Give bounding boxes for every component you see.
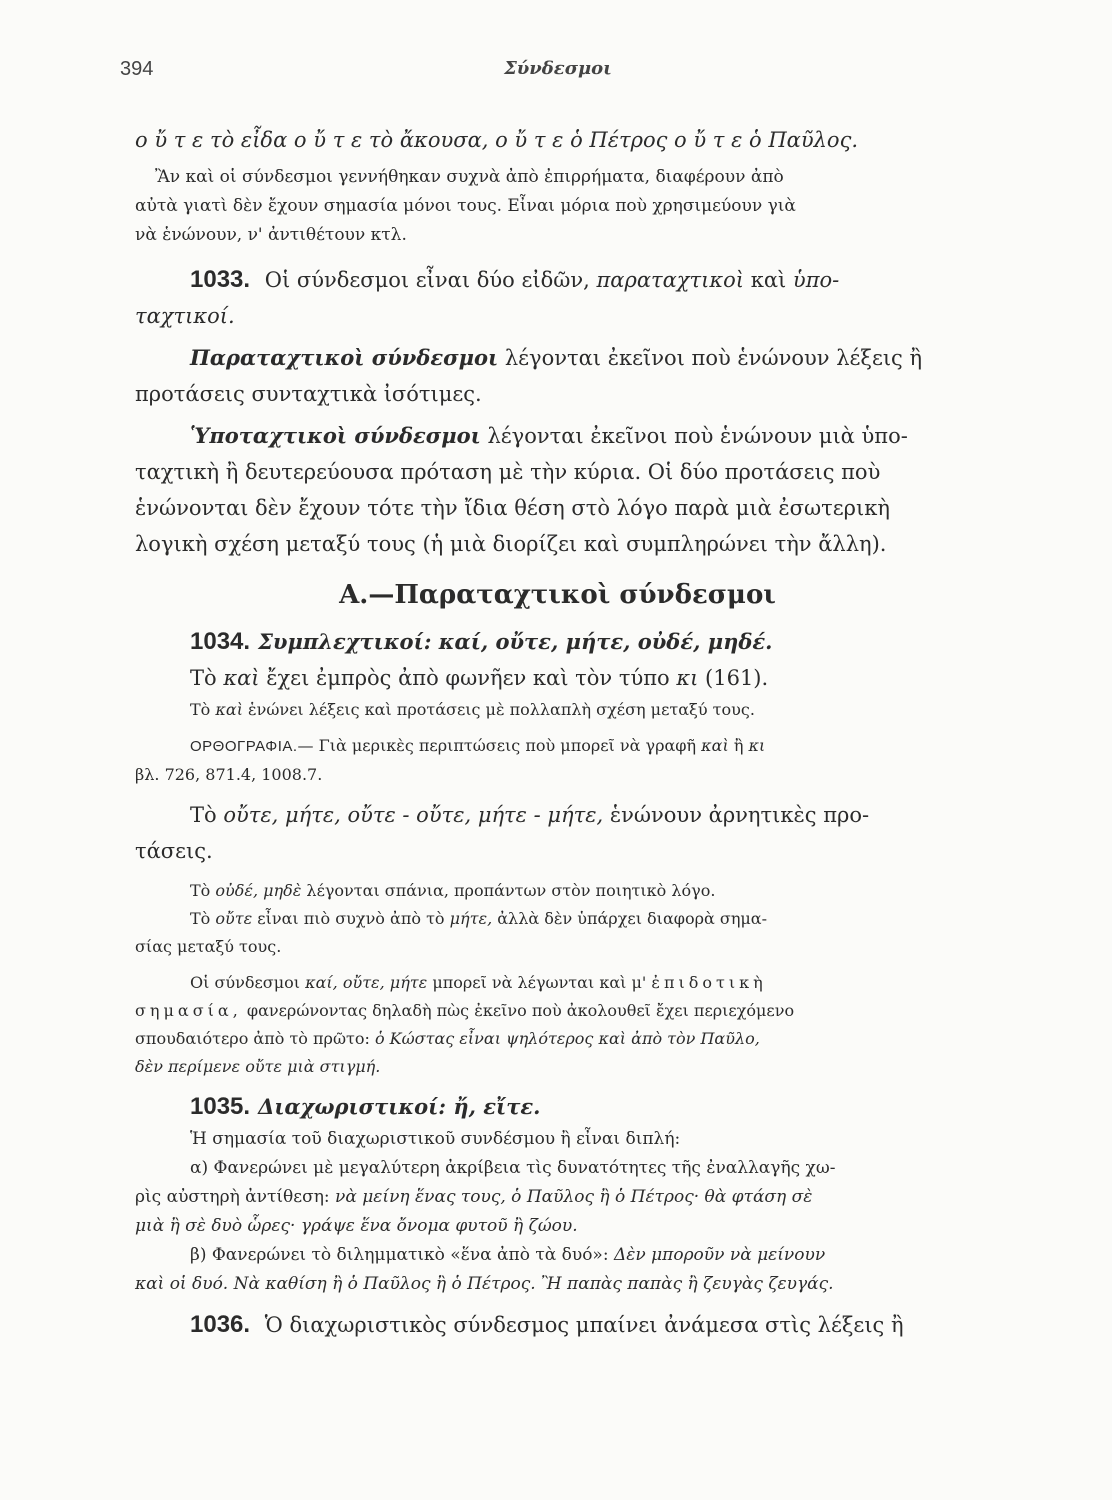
- paragraph-1033: [135, 262, 980, 334]
- p1033-term-2: ὑπο-: [792, 268, 840, 292]
- p1035-meaning: Ἡ σημασία τοῦ διαχωριστικοῦ συνδέσμου ἢ εἶναι διπλή:: [190, 1129, 681, 1149]
- oute-paragraph: [135, 797, 980, 869]
- oude-note-a: Τὸ: [190, 881, 216, 900]
- p1034-line1-a: Τὸ: [190, 666, 224, 690]
- emphatic-b: καί, οὔτε, μήτε: [305, 973, 428, 992]
- p1034-line2-b: καὶ: [215, 700, 243, 719]
- emphatic-f: φανερώνοντας δηλαδὴ πὼς ἐκεῖνο ποὺ ἀκολουθεῖ ἔχει περιεχόμενο: [241, 1001, 795, 1020]
- p1033-text-2: καὶ: [744, 268, 793, 292]
- orthography-text-2: ἢ: [728, 736, 749, 755]
- orthography-label: ΟΡΘΟΓΡΑΦΙΑ.: [190, 738, 298, 755]
- p1034-line1-d: κι: [676, 666, 699, 690]
- oude-note: [135, 877, 980, 961]
- page-body: [135, 124, 980, 1343]
- oude-note-b: οὐδέ, μηδὲ: [215, 881, 302, 900]
- oute-note-c: εἶναι πιὸ συχνὸ ἀπὸ τὸ: [252, 909, 450, 928]
- orthography-note: [135, 732, 980, 789]
- emphatic-e: σημασία,: [135, 1001, 242, 1020]
- emphatic-h: ὁ Κώστας εἶναι ψηλότερος καὶ ἀπὸ τὸν Παῦλο,: [374, 1029, 760, 1048]
- p1035-title: Διαχωριστικοί:: [258, 1094, 447, 1119]
- p1034-line2-c: ἑνώνει λέξεις καὶ προτάσεις μὲ πολλαπλὴ σχέση μεταξύ τους.: [242, 700, 755, 719]
- intro-line-1: Ἂν καὶ οἱ σύνδεσμοι γεννήθηκαν συχνὰ ἀπὸ ἐπιρρήματα, διαφέρουν ἀπὸ: [155, 167, 784, 187]
- oute-note-d: μήτε,: [449, 909, 493, 928]
- p1035-b1: β) Φανερώνει τὸ διλημματικὸ «ἕνα ἀπὸ τὰ δυό»:: [190, 1245, 614, 1265]
- p1034-line1-c: ἔχει ἐμπρὸς ἀπὸ φωνῆεν καὶ τὸν τύπο: [259, 666, 677, 690]
- p1034-line2-a: Τὸ: [190, 700, 216, 719]
- oute-para-line-2: τάσεις.: [135, 839, 213, 863]
- intro-line-3: νὰ ἑνώνουν, ν' ἀντιθέτουν κτλ.: [135, 225, 407, 245]
- oute-para-c: ἑνώνουν ἀρνητικὲς προ-: [603, 803, 870, 827]
- ypotaktikoi-definition: [135, 418, 980, 562]
- emphatic-note: [135, 969, 980, 1081]
- section-number-1035: 1035.: [190, 1093, 251, 1120]
- emphatic-c: μπορεῖ νὰ λέγωνται καὶ μ': [427, 973, 652, 992]
- emphatic-g: σπουδαιότερο ἀπὸ τὸ πρῶτο:: [135, 1029, 375, 1048]
- p1035-a2: ρὶς αὐστηρὴ ἀντίθεση:: [135, 1187, 336, 1207]
- p1034-words: καί, οὔτε, μήτε, οὐδέ, μηδέ.: [431, 629, 773, 654]
- p1035-b1-italic: Δὲν μποροῦν νὰ μείνουν: [613, 1245, 826, 1265]
- ypotaktikoi-line-3: ἑνώνονται δὲν ἔχουν τότε τὴν ἴδια θέση στὸ λόγο παρὰ μιὰ ἐσωτερικὴ: [135, 496, 890, 520]
- section-number-1034: 1034.: [190, 628, 251, 655]
- ypotaktikoi-line-2: ταχτικὴ ἢ δευτερεύουσα πρόταση μὲ τὴν κύρια. Οἱ δύο προτάσεις ποὺ: [135, 460, 881, 484]
- example-line: ο ὔ τ ε τὸ εἶδα ο ὔ τ ε τὸ ἄκουσα, ο ὔ τ ε ὁ Πέτρος ο ὔ τ ε ὁ Παῦλος.: [135, 128, 859, 152]
- paragraph-1035: [135, 1089, 980, 1125]
- p1035-body: [135, 1125, 980, 1299]
- orthography-italic-1: καὶ: [701, 736, 729, 755]
- oute-note-a: Τὸ: [190, 909, 216, 928]
- emphatic-i: δὲν περίμενε οὔτε μιὰ στιγμή.: [135, 1057, 381, 1076]
- section-number-1033: 1033.: [190, 266, 251, 293]
- section-number-1036: 1036.: [190, 1311, 251, 1338]
- p1034-title: Συμπλεχτικοί:: [258, 629, 432, 654]
- p1035-a2-italic: νὰ μείνη ἕνας τους, ὁ Παῦλος ἢ ὁ Πέτρος· θὰ φτάση σὲ: [335, 1187, 813, 1207]
- p1033-text: Οἱ σύνδεσμοι εἶναι δύο εἰδῶν,: [258, 268, 597, 292]
- paragraph-1034: [135, 624, 980, 696]
- p1036-text: Ὁ διαχωριστικὸς σύνδεσμος μπαίνει ἀνάμεσα στὶς λέξεις ἢ: [258, 1313, 904, 1337]
- p1035-a1: α) Φανερώνει μὲ μεγαλύτερη ἀκρίβεια τὶς δυνατότητες τῆς ἐναλλαγῆς χω-: [190, 1158, 836, 1178]
- p1034-line1-e: (161).: [698, 666, 769, 690]
- p1033-term-1: παραταχτικοὶ: [596, 268, 745, 292]
- p1035-words: ἤ, εἴτε.: [446, 1094, 541, 1119]
- page-header: [120, 58, 996, 94]
- oute-para-a: Τὸ: [190, 803, 224, 827]
- running-title: Σύνδεσμοι: [504, 58, 612, 79]
- ypotaktikoi-term: Ὑποταχτικοὶ σύνδεσμοι: [190, 423, 481, 448]
- section-heading: Α.—Παραταχτικοὶ σύνδεσμοι: [339, 580, 776, 610]
- emphatic-a: Οἱ σύνδεσμοι: [190, 973, 306, 992]
- page-number: 394: [120, 58, 154, 80]
- emphatic-d: ἐπιδοτικὴ: [651, 973, 767, 992]
- intro-paragraph: [135, 163, 980, 250]
- orthography-text: — Γιὰ μερικὲς περιπτώσεις ποὺ μπορεῖ νὰ γραφῆ: [297, 736, 702, 755]
- oute-para-b: οὔτε, μήτε, οὔτε - οὔτε, μήτε - μήτε,: [223, 803, 604, 827]
- orthography-line-2: βλ. 726, 871.4, 1008.7.: [135, 765, 323, 784]
- parataktikoi-definition: [135, 340, 980, 412]
- intro-line-2: αὐτὰ γιατὶ δὲν ἔχουν σημασία μόνοι τους. Εἶναι μόρια ποὺ χρησιμεύουν γιὰ: [135, 196, 796, 216]
- ypotaktikoi-line-4: λογικὴ σχέση μεταξύ τους (ἡ μιὰ διορίζει καὶ συμπληρώνει τὴν ἄλλη).: [135, 532, 887, 556]
- paragraph-1036: [135, 1307, 980, 1343]
- oude-note-c: λέγονται σπάνια, προπάντων στὸν ποιητικὸ λόγο.: [301, 881, 716, 900]
- p1033-line-2: ταχτικοί.: [135, 304, 235, 328]
- oute-note-b: οὔτε: [215, 909, 253, 928]
- orthography-italic-2: κι: [748, 736, 766, 755]
- p1035-b2: καὶ οἱ δυό. Νὰ καθίση ἢ ὁ Παῦλος ἢ ὁ Πέτρος. Ἢ παπὰς παπὰς ἢ ζευγὰς ζευγάς.: [135, 1274, 834, 1294]
- parataktikoi-term: Παραταχτικοὶ σύνδεσμοι: [190, 345, 499, 370]
- ypotaktikoi-text: λέγονται ἐκεῖνοι ποὺ ἑνώνουν μιὰ ὑπο-: [480, 424, 908, 448]
- oute-note-e: ἀλλὰ δὲν ὑπάρχει διαφορὰ σημα-: [492, 909, 768, 928]
- p1034-line1-b: καὶ: [223, 666, 260, 690]
- p1035-a3: μιὰ ἢ σὲ δυὸ ὧρες· γράψε ἕνα ὄνομα φυτοῦ ἢ ζώου.: [135, 1216, 578, 1236]
- parataktikoi-text: λέγονται ἐκεῖνοι ποὺ ἑνώνουν λέξεις ἢ: [498, 346, 923, 370]
- oute-note-line-2: σίας μεταξύ τους.: [135, 937, 282, 956]
- parataktikoi-line-2: προτάσεις συνταχτικὰ ἰσότιμες.: [135, 382, 482, 406]
